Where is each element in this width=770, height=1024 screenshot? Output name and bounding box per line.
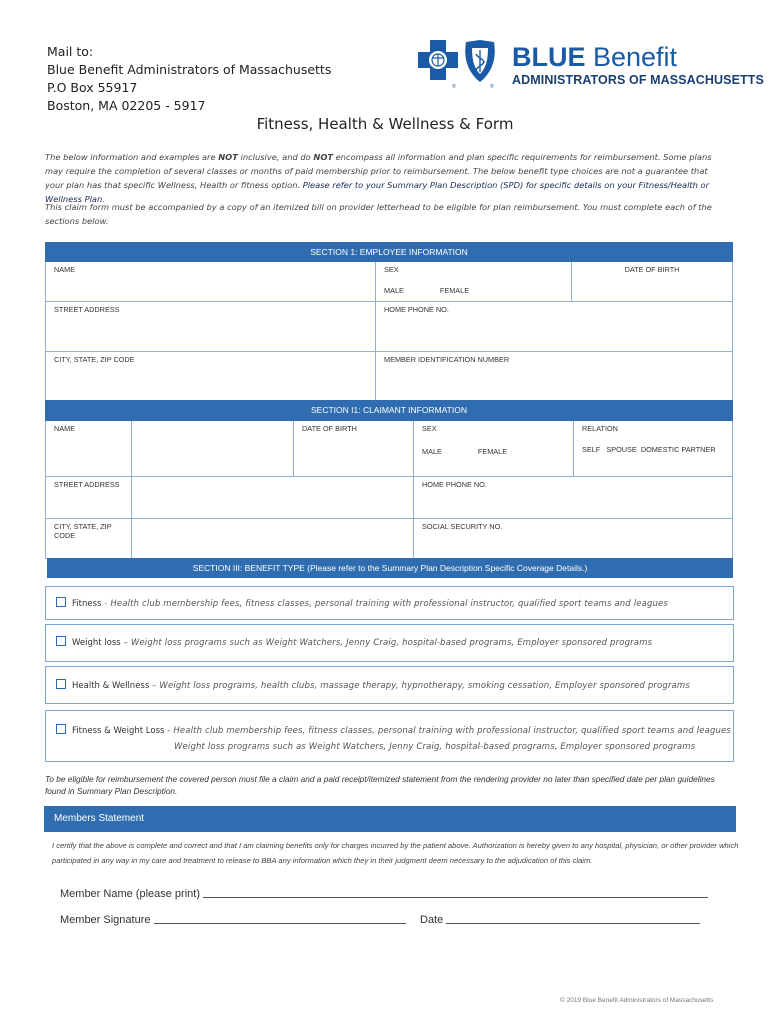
svg-text:®: ® [490,84,494,90]
claimant-phone-field[interactable] [414,477,733,519]
claimant-street-field[interactable] [132,477,414,519]
relation-spouse-option[interactable]: SPOUSE [606,445,637,454]
benefit-health-wellness-checkbox[interactable] [56,679,66,689]
claimant-name-field[interactable] [132,421,294,477]
members-statement-text: I certify that the above is complete and correct and that I am claiming benefits only for charges incurred by the patient above. Authorization is hereby given to any hospital, physician, or other provider which participated in any way in my care and treatment to release to BBA any information which they in their judgment deem necessary to the adjudication of this claim. [52,841,739,865]
employee-dob-label: DATE OF BIRTH [624,265,680,274]
claimant-city-label-2: CODE [54,531,76,540]
claimant-city-field[interactable] [132,519,414,559]
intro-paragraph-2: This claim form must be accompanied by a copy of an itemized bill on provider letterhead to be eligible for plan reimbursement. You must complete each of the sections below. [45,202,712,226]
claimant-name-label-cell [46,421,132,477]
mail-to-block [47,43,331,115]
employee-city-label: CITY, STATE, ZIP CODE [54,355,135,364]
section-2-title: SECTION I1: CLAIMANT INFORMATION [46,401,733,421]
mail-to-line-3: Boston, MA 02205 - 5917 [47,98,206,113]
benefit-fitness-weight-loss-name: Fitness & Weight Loss [72,726,165,736]
benefit-fitness-weight-loss-row[interactable] [45,710,734,762]
member-signature-label: Member Signature [60,914,151,926]
benefit-fitness-weight-loss-desc-2: Weight loss programs such as Weight Watchers, Jenny Craig, hospital-based programs, Employer sponsored programs [174,742,696,752]
blue-cross-blue-shield-logo [418,40,508,98]
employee-sex-label: SEX [384,265,399,274]
benefit-fitness-row[interactable] [45,586,734,620]
section-1-employee-table [45,242,733,402]
mail-to-line-1: Blue Benefit Administrators of Massachusetts [47,62,332,77]
benefit-weight-loss-name: Weight loss [72,638,121,648]
claimant-ssn-field[interactable] [414,519,733,559]
employee-street-field[interactable] [46,302,376,352]
employee-phone-field[interactable] [376,302,733,352]
employee-name-label: NAME [54,265,76,274]
employee-male-option[interactable]: MALE [384,286,404,295]
form-title: Fitness, Health & Wellness & Form [256,115,514,133]
employee-member-id-field[interactable] [376,352,733,402]
claimant-relation-field[interactable] [574,421,733,477]
intro-not-2: NOT [313,152,334,162]
employee-female-option[interactable]: FEMALE [439,286,470,295]
benefit-fitness-checkbox[interactable] [56,597,66,607]
svg-text:®: ® [452,84,456,90]
benefit-health-wellness-name: Health & Wellness [72,681,150,691]
benefit-weight-loss-checkbox[interactable] [56,636,66,646]
claimant-street-label: STREET ADDRESS [54,480,120,489]
benefit-weight-loss-row[interactable] [45,624,734,662]
benefit-fitness-name: Fitness [72,599,102,609]
date-label: Date [420,914,444,926]
relation-self-option[interactable]: SELF [582,445,601,454]
employee-dob-field[interactable] [572,262,733,302]
brand-name [512,42,677,73]
brand-subtitle: ADMINISTRATORS OF MASSACHUSETTS [512,73,764,87]
intro-refer-spd: Please refer to your Summary Plan Description (SPD) for specific details on your Fitness/Health or Wellness Plan. [45,180,710,204]
intro-text-b: inclusive, and do [237,152,314,162]
benefit-fitness-weight-loss-desc: - Health club membership fees, fitness classes, personal training with professional instructor, qualified sport teams and leagues [164,726,731,736]
section-3-title: SECTION III: BENEFIT TYPE (Please refer to the Summary Plan Description Specific Coverage Details.) [47,558,733,578]
benefit-fitness-weight-loss-checkbox[interactable] [56,724,66,734]
member-name-input[interactable] [203,897,708,898]
employee-street-label: STREET ADDRESS [54,305,120,314]
relation-domestic-partner-option[interactable]: DOMESTIC PARTNER [640,445,716,454]
brand-name-bold: BLUE [512,42,586,72]
benefit-health-wellness-desc: – Weight loss programs, health clubs, massage therapy, hypnotherapy, smoking cessation, Employer sponsored programs [149,681,690,691]
date-input[interactable] [446,923,700,924]
intro-paragraph-1 [45,150,725,206]
eligibility-note: To be eligible for reimbursement the covered person must file a claim and a paid receipt/itemized statement from the rendering provider no later than specified date per plan guidelines found in Summary Plan Description. [45,774,715,796]
copyright-footer: © 2019 Blue Benefit Administrators of Massachusetts [560,997,714,1004]
member-signature-row [60,914,406,926]
mail-to-line-2: P.O Box 55917 [47,80,138,95]
member-name-row [60,888,708,900]
brand-name-rest: Benefit [585,42,678,72]
intro-text-c: encompass all information and plan specific requirements for reimbursement. Some plans may require the completion of several classes or months of paid membership prior to reimbursement. The below benefit type choices are not a guarantee that your plan has that specific Wellness, Health or fitness option. [45,152,712,190]
claimant-sex-label: SEX [422,424,437,433]
mail-to-label: Mail to: [47,44,94,59]
claimant-ssn-label: SOCIAL SECURITY NO. [422,522,503,531]
employee-sex-field[interactable] [376,262,572,302]
claimant-dob-field[interactable] [294,421,414,477]
claimant-male-option[interactable]: MALE [422,447,442,456]
claimant-city-label-cell [46,519,132,559]
benefit-health-wellness-row[interactable] [45,666,734,704]
claimant-street-label-cell [46,477,132,519]
benefit-weight-loss-desc: – Weight loss programs such as Weight Watchers, Jenny Craig, hospital-based programs, Employer sponsored programs [120,638,653,648]
claimant-relation-label: RELATION [582,424,618,433]
member-signature-input[interactable] [154,923,406,924]
intro-text-a: The below information and examples are [45,152,219,162]
members-statement-title: Members Statement [44,806,736,832]
claimant-name-label: NAME [54,424,76,433]
date-row [420,914,700,926]
claimant-female-option[interactable]: FEMALE [477,447,508,456]
claimant-sex-field[interactable] [414,421,574,477]
claimant-dob-label: DATE OF BIRTH [302,424,357,433]
claimant-city-label-1: CITY, STATE, ZIP [54,522,112,531]
benefit-fitness-desc: - Health club membership fees, fitness classes, personal training with professional instructor, qualified sport teams and leagues [101,599,668,609]
employee-name-field[interactable] [46,262,376,302]
employee-phone-label: HOME PHONE NO. [384,305,449,314]
member-name-label: Member Name (please print) [60,888,200,900]
employee-member-id-label: MEMBER IDENTIFICATION NUMBER [384,355,510,364]
section-2-claimant-table [45,400,733,559]
claimant-phone-label: HOME PHONE NO. [422,480,487,489]
intro-not-1: NOT [218,152,238,162]
section-1-title: SECTION 1: EMPLOYEE INFORMATION [46,243,733,262]
employee-city-field[interactable] [46,352,376,402]
